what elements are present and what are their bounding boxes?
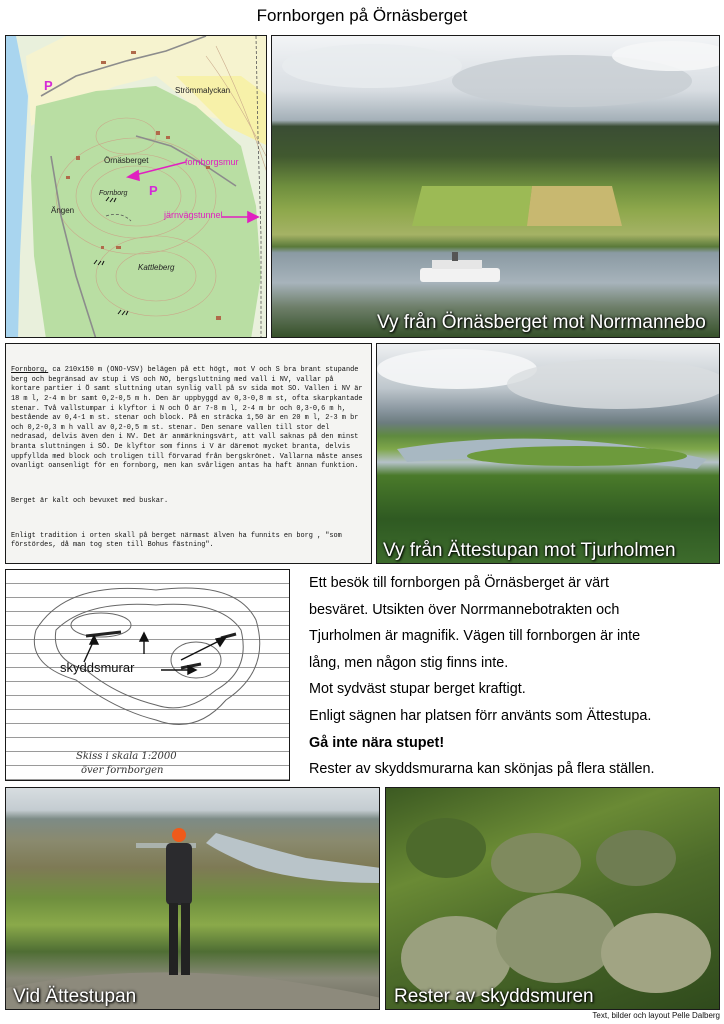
photo4-shapes <box>386 788 720 1010</box>
map-arrow-label-jarnvagstunnel: järnvägstunnel <box>164 210 223 220</box>
typed-paragraph-2: Berget är kalt och bevuxet med buskar. <box>11 496 169 505</box>
parking-symbol: P <box>149 183 158 198</box>
typed-document-text <box>6 344 371 564</box>
photo-view-norrmannebo <box>271 35 720 338</box>
map-image <box>5 35 267 338</box>
typed-paragraph-3: Enligt tradition i orten skall på berget närmast älven ha funnits en borg , "som förstördes, då man tog sten till Bohus fästning". <box>11 531 346 550</box>
parking-symbol: P <box>44 78 53 93</box>
map-label-strommalyckan: Strömmalyckan <box>175 86 231 95</box>
photo3-caption: Vid Ättestupan <box>13 986 137 1007</box>
typed-document <box>5 343 372 564</box>
body-text <box>309 570 721 783</box>
warning-text: Gå inte nära stupet! <box>309 734 445 751</box>
photo1-shapes <box>272 36 720 338</box>
map-label-angen: Ängen <box>51 206 75 215</box>
body-line: Rester av skyddsmurarna kan skönjas på flera ställen. <box>309 761 655 778</box>
map-arrow-label-fornborgsmur: fornborgsmur <box>185 157 239 167</box>
body-line: Mot sydväst stupar berget kraftigt. <box>309 681 526 698</box>
sketch-drawing <box>6 570 290 781</box>
map-label-ornasberget: Örnäsberget <box>104 156 149 165</box>
photo2-caption: Vy från Ättestupan mot Tjurholmen <box>383 540 676 561</box>
photo1-caption: Vy från Örnäsberget mot Norrmannebo <box>377 312 706 333</box>
body-line: Enligt sägnen har platsen förr använts som Ättestupa. <box>309 707 652 724</box>
sketch-scale-line2: över fornborgen <box>81 765 164 776</box>
photo-rester-skyddsmuren <box>385 787 720 1010</box>
footer-credit: Text, bilder och layout Pelle Dalberg <box>592 1011 720 1020</box>
photo3-shapes <box>6 788 380 1010</box>
photo-view-tjurholmen <box>376 343 720 564</box>
sketch-label-skyddsmurar: skyddsmurar <box>60 660 135 675</box>
photo4-caption: Rester av skyddsmuren <box>394 986 594 1007</box>
body-line: Tjurholmen är magnifik. Vägen till fornborgen är inte <box>309 628 641 645</box>
typed-paragraph-1: ca 210x150 m (ONO-VSV) belägen på ett högt, mot V och S bra brant stupande berg och begränsad av stup i VS och NO, bergsluttning med vall i NV, vallar på kortare partier i Ö samt sluttning utan synlig vall på sv sida mot SO. Vallen i NV är 18 m l, 2-4 m br samt 0,2-0,5 m h. Den är uppbyggd av 0,3-0,8 m st, ofta skarpkantade stenar. Två vallstumpar i klyftor i N och Ö är 7-8 m l, 2-4 m br och 0,3-0,6 m h, bestående av 0,4-1 m st. stenar och block. På en sträcka 1,50 är en 20 m l, 2-3 m br och 0,2-0,3 m h vall av 0,2-0,5 m st. stenar. Den senare vallen till stor del nedrasad, delvis även den i NV. Det är anmärkningsvärt, att vall saknas på den minst branta sluttningen i SÖ. De klyftor som finns i V är däremot mycket branta, delvis uppfyllda med block och troligen till förvarad från bergskrönet. Vallarna måste anses ovanligt oansenligt för en fornborg, men kan svårligen antas ha haft ännan funktion. <box>11 366 367 471</box>
page-title: Fornborgen på Örnäsberget <box>256 6 468 25</box>
sketch-image <box>5 569 290 781</box>
typed-heading: Fornborg, <box>11 366 49 375</box>
map-label-kattleberg: Kattleberg <box>138 263 175 272</box>
photo2-shapes <box>377 344 720 564</box>
body-line: lång, men någon stig finns inte. <box>309 654 509 671</box>
map-label-fornborg: Fornborg <box>99 190 128 197</box>
body-line: Ett besök till fornborgen på Örnäsberget är värt <box>309 575 609 591</box>
photo-vid-attestupan <box>5 787 380 1010</box>
sketch-scale-line1: Skiss i skala 1:2000 <box>76 751 177 762</box>
body-line: besväret. Utsikten över Norrmannebotrakten och <box>309 601 620 618</box>
